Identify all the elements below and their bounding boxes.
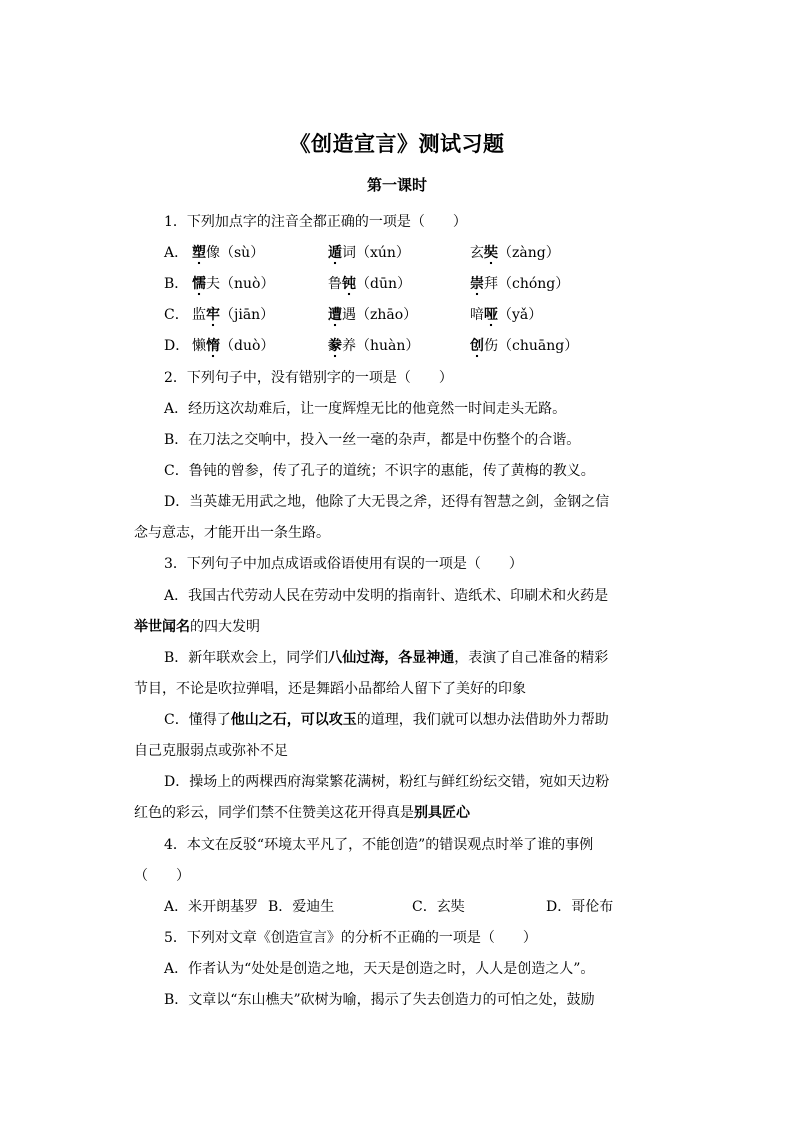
q5-option-b: B．文章以“东山樵夫”砍树为喻，揭示了失去创造力的可怕之处，鼓励 xyxy=(164,992,595,1008)
q4-stem-line1: 4．本文在反驳“环境太平凡了，不能创造”的错误观点时举了谁的事例 xyxy=(164,837,594,853)
q3-stem: 3．下列句子中加点成语或俗语使用有误的一项是（ ） xyxy=(164,556,523,572)
q2-option-d-line1: D．当英雄无用武之地，他除了大无畏之斧，还得有智慧之剑，金钢之信 xyxy=(164,494,610,510)
q1-option-d: D． 懒惰（duò） 豢养（huàn） 创伤（chuāng） xyxy=(164,336,604,356)
q1-option-a: A． 塑像（sù） 遁词（xún） 玄奘（zàng） xyxy=(164,243,584,263)
q3-option-a-line2: 举世闻名的四大发明 xyxy=(134,619,260,635)
q3-option-a-line1: A．我国古代劳动人民在劳动中发明的指南针、造纸术、印刷术和火药是 xyxy=(164,588,609,604)
q4-options xyxy=(164,897,644,917)
q5-stem: 5．下列对文章《创造宣言》的分析不正确的一项是（ ） xyxy=(164,930,537,946)
q3-option-b-line1: B．新年联欢会上，同学们八仙过海，各显神通，表演了自己准备的精彩 xyxy=(164,650,609,666)
q4-option-d: D．哥伦布 xyxy=(546,899,614,915)
q2-option-b: B．在刀法之交响中，投入一丝一毫的杂声，都是中伤整个的合谐。 xyxy=(164,432,581,448)
q3-option-c-line2: 自己克服弱点或弥补不足 xyxy=(134,743,288,759)
q4-stem-line2: （ ） xyxy=(134,868,190,884)
q1-stem: 1．下列加点字的注音全都正确的一项是（ ） xyxy=(164,214,467,230)
q3-idiom-b: 八仙过海，各显神通 xyxy=(328,650,455,666)
q2-stem: 2．下列句子中，没有错别字的一项是（ ） xyxy=(164,370,453,386)
q4-option-c: C．玄奘 xyxy=(412,899,465,915)
document-title: 《创造宣言》测试习题 xyxy=(289,131,505,156)
q3-idiom-c: 他山之石，可以攻玉 xyxy=(230,712,357,728)
q3-option-d-line1: D．操场上的两棵西府海棠繁花满树，粉红与鲜红纷纭交错，宛如天边粉 xyxy=(164,774,610,790)
q3-idiom-a: 举世闻名 xyxy=(134,619,190,635)
q3-option-b-line2: 节目，不论是吹拉弹唱，还是舞蹈小品都给人留下了美好的印象 xyxy=(134,681,526,697)
q1-option-c: C． 监牢（jiān） 遭遇（zhāo） 喑哑（yǎ） xyxy=(164,305,584,325)
q1-option-b: B． 懦夫（nuò） 鲁钝（dūn） 崇拜（chóng） xyxy=(164,274,584,294)
q4-option-b: B．爱迪生 xyxy=(268,899,335,915)
q2-option-d-line2: 念与意志，才能开出一条生路。 xyxy=(134,525,330,541)
q5-option-a: A．作者认为“处处是创造之地，天天是创造之时，人人是创造之人”。 xyxy=(164,961,595,977)
q3-option-c-line1: C．懂得了他山之石，可以攻玉的道理，我们就可以想办法借助外力帮助 xyxy=(164,712,609,728)
q2-option-c: C．鲁钝的曾参，传了孔子的道统；不识字的惠能，传了黄梅的教义。 xyxy=(164,463,595,479)
q3-idiom-d: 别具匠心 xyxy=(414,805,470,821)
q3-option-d-line2: 红色的彩云，同学们禁不住赞美这花开得真是别具匠心 xyxy=(134,805,470,821)
q4-option-a: A．米开朗基罗 xyxy=(164,899,259,915)
q2-option-a: A．经历这次劫难后，让一度辉煌无比的他竟然一时间走头无路。 xyxy=(164,401,567,417)
section-subtitle: 第一课时 xyxy=(366,176,427,194)
